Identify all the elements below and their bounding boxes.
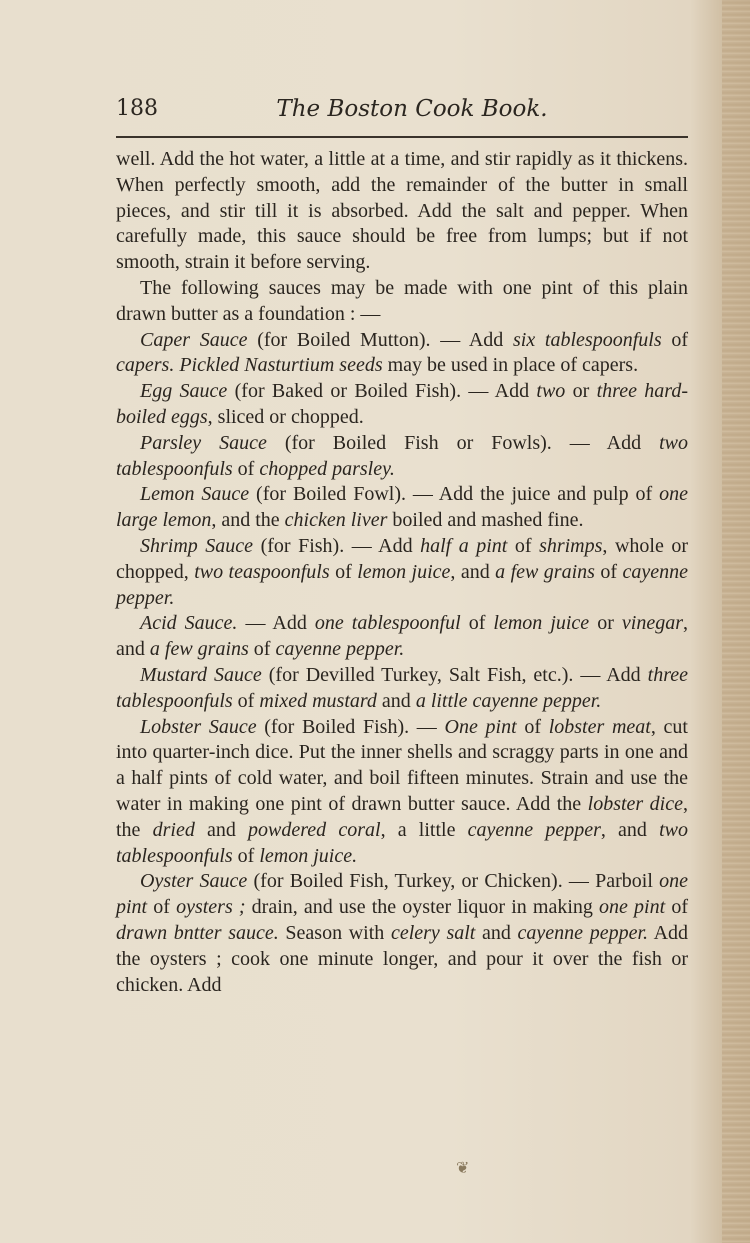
- text-segment: of: [232, 457, 260, 480]
- text-segment: of: [516, 715, 549, 738]
- ink-speck-ornament: ❦: [456, 1158, 470, 1177]
- header-rule: [116, 136, 688, 138]
- text-segment: of: [232, 689, 260, 712]
- text-segment: (for Fish). — Add: [253, 534, 421, 557]
- text-segment: , and: [450, 560, 496, 583]
- text-segment: (for Boiled Fish). —: [256, 715, 445, 738]
- paragraph: [116, 431, 688, 483]
- text-segment: of: [460, 612, 494, 635]
- text-segment: of: [329, 560, 358, 583]
- italic-text: lemon juice: [493, 612, 590, 635]
- italic-text: cayenne pepper.: [275, 638, 405, 661]
- italic-text: Lemon Sauce: [140, 483, 250, 506]
- text-segment: or: [589, 612, 622, 635]
- paragraph: [116, 663, 688, 715]
- italic-text: a few grains: [495, 560, 595, 583]
- italic-text: Caper Sauce: [140, 328, 248, 351]
- italic-text: cayenne pepper.: [116, 560, 688, 609]
- text-segment: , a little: [380, 818, 468, 841]
- italic-text: one tablespoonful: [314, 612, 461, 635]
- italic-text: two: [536, 380, 566, 403]
- italic-text: One pint: [444, 715, 517, 738]
- italic-text: one pint: [599, 896, 666, 919]
- italic-text: cayenne pepper: [467, 818, 601, 841]
- italic-text: vinegar: [621, 612, 684, 635]
- italic-text: two teaspoonfuls: [194, 560, 330, 583]
- text-segment: , the: [116, 792, 688, 841]
- text-segment: , cut into quarter-inch dice. Put the inner shells and scraggy parts in one and a half pints of cold water, and boil fifteen minutes. Strain and use the water in making one pint of drawn butter sauce. Add the: [116, 715, 688, 815]
- italic-text: Egg Sauce: [140, 380, 228, 403]
- italic-text: one pint: [116, 870, 688, 919]
- italic-text: three hard-boiled eggs: [116, 380, 688, 428]
- text-segment: — Add: [237, 612, 315, 635]
- text-segment: , whole or chopped,: [116, 534, 688, 583]
- text-segment: of: [665, 896, 688, 919]
- paragraph: [116, 147, 688, 276]
- italic-text: oysters ;: [176, 896, 246, 919]
- text-segment: well. Add the hot water, a little at a time, and stir rapidly as it thickens. When perfectly smooth, add the remainder of the butter in small pieces, and stir till it is absorbed. Add the salt and pepper. When carefully made, this sauce should be free from lumps; but if not smooth, strain it before serving.: [116, 148, 688, 274]
- italic-text: a few grains: [149, 638, 249, 661]
- text-segment: , and: [600, 818, 660, 841]
- italic-text: capers. Pickled Nasturtium seeds: [116, 354, 383, 377]
- text-segment: of: [248, 638, 276, 661]
- italic-text: drawn bntter sauce.: [116, 921, 279, 944]
- text-segment: (for Boiled Mutton). — Add: [247, 328, 513, 351]
- text-segment: (for Devilled Turkey, Salt Fish, etc.). — Add: [261, 663, 648, 686]
- text-segment: of: [594, 560, 623, 583]
- text-segment: Season with: [278, 921, 391, 944]
- italic-text: shrimps: [539, 534, 603, 557]
- paragraph: [116, 328, 688, 380]
- paragraph: [116, 611, 688, 663]
- italic-text: Oyster Sauce: [140, 870, 248, 893]
- italic-text: cayenne pepper.: [517, 921, 649, 944]
- italic-text: three tablespoonfuls: [116, 663, 689, 712]
- italic-text: mixed mustard: [259, 689, 377, 712]
- italic-text: Mustard Sauce: [140, 663, 262, 686]
- text-segment: Add the oysters ; cook one minute longer, and pour it over the fish or chicken. Add: [116, 921, 689, 996]
- text-segment: , and: [116, 612, 689, 661]
- italic-text: lemon juice.: [259, 844, 358, 867]
- body-text: [116, 147, 688, 998]
- text-segment: of: [661, 328, 688, 351]
- paragraph: [116, 869, 688, 998]
- text-segment: may be used in place of capers.: [382, 354, 639, 377]
- italic-text: powdered coral: [248, 818, 381, 841]
- text-segment: (for Boiled Fish or Fowls). — Add: [266, 431, 660, 454]
- text-segment: , sliced or chopped.: [207, 405, 364, 428]
- running-title: The Boston Cook Book.: [276, 96, 548, 122]
- text-segment: and: [194, 818, 249, 841]
- italic-text: two tablespoonfuls: [116, 431, 688, 480]
- text-segment: (for Boiled Fowl). — Add the juice and pulp of: [249, 483, 660, 506]
- italic-text: lobster dice: [587, 792, 683, 815]
- text-segment: (for Baked or Boiled Fish). — Add: [227, 380, 537, 403]
- italic-text: dried: [152, 818, 195, 841]
- italic-text: chopped parsley.: [259, 457, 395, 480]
- page-number: 188: [116, 96, 158, 121]
- text-segment: The following sauces may be made with one pint of this plain drawn butter as a foundation : —: [116, 276, 688, 325]
- italic-text: chicken liver: [284, 509, 388, 532]
- italic-text: a little cayenne pepper.: [415, 689, 602, 712]
- paragraph: [116, 276, 688, 328]
- paragraph: [116, 715, 688, 870]
- italic-text: Acid Sauce.: [140, 612, 238, 635]
- italic-text: two tablespoonfuls: [116, 818, 688, 867]
- text-segment: or: [565, 380, 597, 403]
- page-header: [116, 96, 688, 130]
- italic-text: lemon juice: [357, 560, 451, 583]
- italic-text: one large lemon: [116, 483, 688, 532]
- text-segment: and: [475, 921, 518, 944]
- paragraph: [116, 482, 688, 534]
- text-segment: and: [376, 689, 416, 712]
- page-edge-shadow: [722, 0, 750, 1243]
- italic-text: Parsley Sauce: [140, 431, 267, 454]
- italic-text: half a pint: [420, 534, 508, 557]
- italic-text: celery salt: [390, 921, 476, 944]
- italic-text: lobster meat: [548, 715, 651, 738]
- text-segment: of: [232, 844, 260, 867]
- italic-text: Lobster Sauce: [140, 715, 257, 738]
- italic-text: six tablespoonfuls: [513, 328, 662, 351]
- paragraph: [116, 379, 688, 431]
- paragraph: [116, 534, 688, 611]
- text-segment: drain, and use the oyster liquor in making: [245, 896, 600, 919]
- italic-text: Shrimp Sauce: [140, 534, 254, 557]
- text-segment: boiled and mashed fine.: [387, 509, 584, 532]
- text-segment: of: [507, 534, 540, 557]
- text-segment: , and the: [211, 509, 285, 532]
- text-segment: of: [147, 896, 177, 919]
- text-segment: (for Boiled Fish, Turkey, or Chicken). — Parboil: [247, 870, 660, 893]
